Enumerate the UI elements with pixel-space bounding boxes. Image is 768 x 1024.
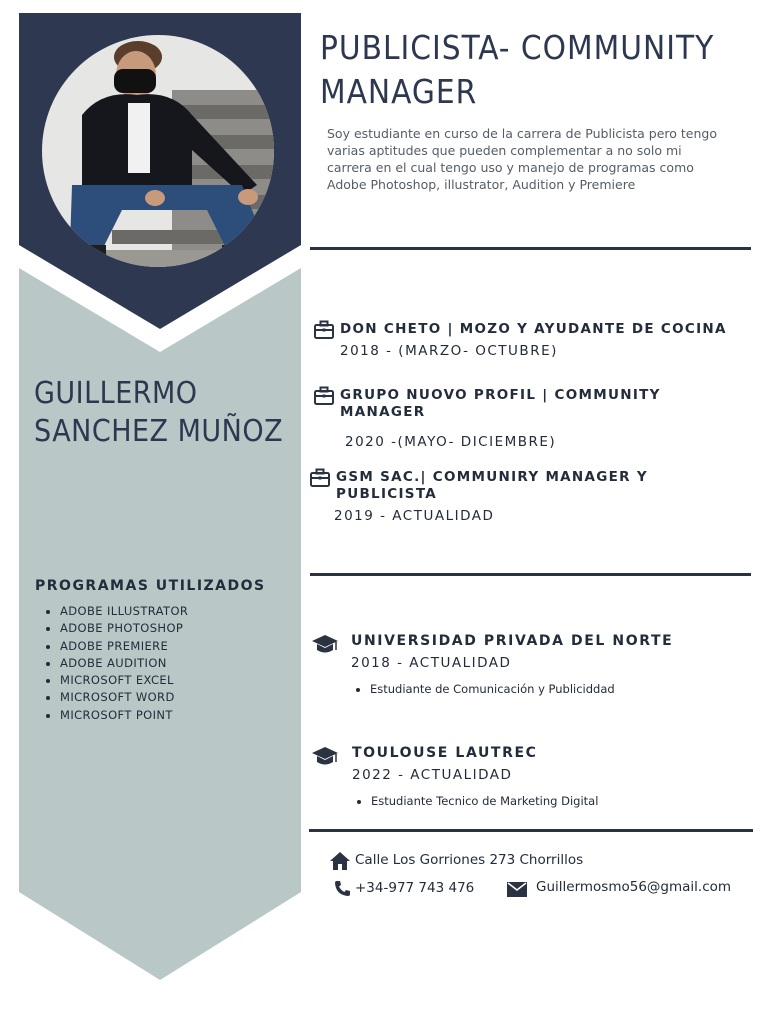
contact-email[interactable]: Guillermosmo56@gmail.com: [536, 879, 732, 895]
school-details-0: [354, 682, 615, 696]
school-date-0: 2018 - ACTUALIDAD: [351, 655, 512, 671]
divider: [310, 573, 751, 576]
job-title-line1: PUBLICISTA- COMMUNITY: [320, 28, 715, 67]
graduation-cap-icon: [311, 745, 339, 769]
job-date-2: 2019 - ACTUALIDAD: [334, 508, 495, 524]
program-item: • ADOBE ILLUSTRATOR: [60, 603, 188, 620]
contact-address: Calle Los Gorriones 273 Chorrillos: [355, 852, 584, 868]
candidate-name: [34, 375, 284, 451]
job-title-line2: MANAGER: [320, 72, 478, 111]
program-item: • MICROSOFT EXCEL: [60, 672, 188, 689]
school-date-1: 2022 - ACTUALIDAD: [352, 767, 513, 783]
programs-list: [46, 603, 188, 724]
job-title-1: GRUPO NUOVO PROFIL | COMMUNITY MANAGER: [340, 387, 661, 420]
school-name-1: TOULOUSE LAUTREC: [352, 745, 538, 761]
name-last: SANCHEZ MUÑOZ: [34, 414, 284, 449]
phone-icon: [334, 880, 351, 897]
program-item: • MICROSOFT WORD: [60, 689, 188, 706]
profile-photo: [42, 35, 274, 267]
profile-summary: Soy estudiante en curso de la carrera de Publicista pero tengo varias aptitudes que pueden complementar a no solo mi carrera en el cual tengo uso y manejo de programas como Adobe Photoshop, illustrator, Audition y Premiere: [327, 126, 717, 192]
school-detail: • Estudiante Tecnico de Marketing Digital: [371, 794, 598, 808]
job-date-1: 2020 -(MAYO- DICIEMBRE): [345, 434, 557, 450]
briefcase-icon: [313, 320, 335, 340]
name-first: GUILLERMO: [34, 376, 198, 411]
home-icon: [329, 851, 351, 871]
briefcase-icon: [309, 468, 331, 488]
school-details-1: [355, 794, 598, 808]
graduation-cap-icon: [311, 633, 339, 657]
divider: [309, 829, 753, 832]
programs-heading: PROGRAMAS UTILIZADOS: [35, 578, 266, 594]
briefcase-icon: [313, 386, 335, 406]
envelope-icon: [507, 882, 527, 897]
school-name-0: UNIVERSIDAD PRIVADA DEL NORTE: [351, 633, 674, 649]
program-item: • ADOBE PHOTOSHOP: [60, 620, 188, 637]
contact-phone[interactable]: +34-977 743 476: [355, 880, 475, 896]
program-item: • ADOBE AUDITION: [60, 655, 188, 672]
divider: [310, 247, 751, 250]
school-detail: • Estudiante de Comunicación y Publiciddad: [370, 682, 615, 696]
program-item: • MICROSOFT POINT: [60, 707, 188, 724]
job-title-2: GSM SAC.| COMMUNIRY MANAGER Y PUBLICISTA: [336, 469, 648, 502]
job-title-0: DON CHETO | MOZO Y AYUDANTE DE COCINA: [340, 321, 727, 337]
program-item: • ADOBE PREMIERE: [60, 638, 188, 655]
job-date-0: 2018 - (MARZO- OCTUBRE): [340, 343, 558, 359]
job-title: [320, 26, 740, 114]
